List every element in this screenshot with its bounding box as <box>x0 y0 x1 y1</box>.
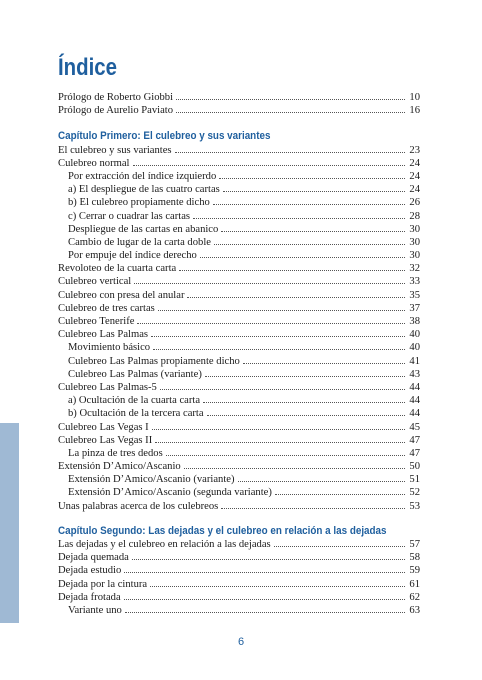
toc-entry-page: 23 <box>409 144 420 156</box>
dot-leader <box>133 157 406 166</box>
dot-leader <box>223 183 405 192</box>
dot-leader <box>132 551 405 560</box>
toc-entry-label: Dejada quemada <box>58 552 129 564</box>
toc-entry-label: Por empuje del índice derecho <box>68 250 197 262</box>
toc-entry-label: Revoloteo de la cuarta carta <box>58 263 177 275</box>
toc-entry-page: 57 <box>409 539 420 550</box>
toc-entry-label: Extensión D’Amico/Ascanio (variante) <box>68 474 235 486</box>
toc-entry[interactable] <box>58 223 420 236</box>
dot-leader <box>160 381 405 390</box>
dot-leader <box>125 604 405 613</box>
toc-entry[interactable] <box>58 341 420 354</box>
toc-entry-page: 47 <box>409 447 420 459</box>
chapter-1-entries <box>58 144 420 513</box>
toc-entry-label: b) El culebreo propiamente dicho <box>68 197 210 209</box>
chapter-2-heading: Capítulo Segundo: Las dejadas y el culebreo en relación a las dejadas <box>58 524 387 537</box>
toc-entry[interactable] <box>58 315 420 328</box>
toc-entry[interactable] <box>58 275 420 288</box>
toc-entry-label: Despliegue de las cartas en abanico <box>68 223 219 235</box>
toc-entry-page: 44 <box>409 395 420 407</box>
toc-entry[interactable] <box>58 564 420 577</box>
toc-entry-label: Culebreo Las Palmas (variante) <box>68 368 202 380</box>
dot-leader <box>214 236 405 245</box>
toc-entry[interactable] <box>58 604 420 617</box>
toc-entry[interactable] <box>58 407 420 420</box>
toc-entry[interactable] <box>58 262 420 275</box>
dot-leader <box>158 302 405 311</box>
toc-entry-page: 61 <box>409 578 420 590</box>
page-title: Índice <box>58 54 117 81</box>
toc-entry-label: Culebreo Las Palmas <box>58 329 149 341</box>
toc-entry-page: 37 <box>409 302 420 314</box>
toc-entry[interactable] <box>58 578 420 591</box>
toc-entry-page: 33 <box>409 276 420 288</box>
dot-leader <box>166 447 405 456</box>
dot-leader <box>134 275 405 284</box>
toc-entry[interactable] <box>58 91 420 104</box>
toc-entry[interactable] <box>58 538 420 551</box>
toc-entry[interactable] <box>58 434 420 447</box>
dot-leader <box>274 538 405 547</box>
toc-entry[interactable] <box>58 157 420 170</box>
chapter-1-heading: Capítulo Primero: El culebreo y sus variantes <box>58 130 271 143</box>
toc-entry-page: 28 <box>409 210 420 222</box>
toc-entry-page: 40 <box>409 329 420 341</box>
toc-entry[interactable] <box>58 394 420 407</box>
toc-entry-label: Dejada por la cintura <box>58 578 148 590</box>
toc-entry[interactable] <box>58 236 420 249</box>
toc-entry-label: Culebreo con presa del anular <box>58 289 185 301</box>
toc-entry[interactable] <box>58 196 420 209</box>
toc-entry-page: 51 <box>409 474 420 486</box>
toc-entry-page: 24 <box>409 170 420 182</box>
dot-leader <box>221 223 405 232</box>
toc-entry-page: 52 <box>409 487 420 499</box>
toc-entry-page: 53 <box>409 500 420 512</box>
toc-entry[interactable] <box>58 302 420 315</box>
dot-leader <box>176 91 405 100</box>
toc-entry-page: 58 <box>409 552 420 564</box>
dot-leader <box>124 591 405 600</box>
toc-entry-page: 26 <box>409 197 420 209</box>
dot-leader <box>243 355 405 364</box>
table-of-contents <box>58 91 420 617</box>
toc-entry[interactable] <box>58 170 420 183</box>
toc-entry-label: Variante uno <box>68 604 122 616</box>
toc-entry-label: a) El despliegue de las cuatro cartas <box>68 184 220 196</box>
dot-leader <box>176 104 405 113</box>
toc-entry-page: 30 <box>409 250 420 262</box>
toc-entry[interactable] <box>58 368 420 381</box>
spacer <box>58 117 420 130</box>
toc-entry[interactable] <box>58 486 420 499</box>
toc-entry-page: 45 <box>409 421 420 433</box>
toc-entry-page: 59 <box>409 565 420 577</box>
toc-entry-page: 63 <box>409 604 420 616</box>
dot-leader <box>219 170 405 179</box>
toc-entry-label: c) Cerrar o cuadrar las cartas <box>68 210 191 222</box>
toc-entry-label: Culebreo Las Vegas I <box>58 421 149 433</box>
dot-leader <box>275 486 405 495</box>
dot-leader <box>238 473 405 482</box>
toc-entry-label: Cambio de lugar de la carta doble <box>68 236 211 248</box>
toc-entry[interactable] <box>58 183 420 196</box>
toc-entry[interactable] <box>58 591 420 604</box>
toc-entry[interactable] <box>58 473 420 486</box>
toc-entry-page: 35 <box>409 289 420 301</box>
dot-leader <box>179 262 405 271</box>
dot-leader <box>152 421 405 430</box>
dot-leader <box>207 407 405 416</box>
dot-leader <box>213 196 405 205</box>
dot-leader <box>200 249 405 258</box>
toc-entry-page: 47 <box>409 434 420 446</box>
toc-entry-page: 41 <box>409 355 420 367</box>
spacer <box>58 513 420 525</box>
toc-entry-page: 32 <box>409 263 420 275</box>
dot-leader <box>221 500 405 509</box>
toc-entry-label: Culebreo Las Palmas propiamente dicho <box>68 355 240 367</box>
toc-entry-page: 62 <box>409 591 420 603</box>
dot-leader <box>151 328 405 337</box>
toc-entry-label: El culebreo y sus variantes <box>58 144 172 156</box>
dot-leader <box>184 460 405 469</box>
toc-entry[interactable] <box>58 421 420 434</box>
dot-leader <box>193 210 405 219</box>
toc-entry-page: 44 <box>409 408 420 420</box>
toc-entry[interactable] <box>58 249 420 262</box>
toc-entry-label: a) Ocultación de la cuarta carta <box>68 395 201 407</box>
dot-leader <box>205 368 405 377</box>
intro-list <box>58 91 420 117</box>
toc-entry-label: Extensión D’Amico/Ascanio <box>58 461 181 473</box>
toc-entry-label: Las dejadas y el culebreo en relación a las dejadas <box>58 539 271 550</box>
toc-entry-page: 16 <box>409 105 420 117</box>
toc-entry-label: Dejada estudio <box>58 565 122 577</box>
dot-leader <box>153 341 405 350</box>
dot-leader <box>137 315 405 324</box>
toc-entry-label: b) Ocultación de la tercera carta <box>68 408 204 420</box>
toc-entry-page: 40 <box>409 342 420 354</box>
toc-entry-label: Dejada frotada <box>58 591 121 603</box>
toc-entry-page: 44 <box>409 381 420 393</box>
toc-entry-label: Culebreo Tenerife <box>58 316 135 327</box>
side-color-tab <box>0 423 19 623</box>
toc-entry-label: Culebreo vertical <box>58 276 132 288</box>
toc-entry-page: 38 <box>409 316 420 327</box>
toc-entry-page: 10 <box>409 92 420 103</box>
toc-entry-label: La pinza de tres dedos <box>68 447 163 459</box>
toc-entry[interactable] <box>58 381 420 394</box>
toc-entry-label: Por extracción del índice izquierdo <box>68 170 217 182</box>
toc-entry-page: 30 <box>409 236 420 248</box>
toc-entry-label: Culebreo normal <box>58 157 130 169</box>
dot-leader <box>155 434 405 443</box>
chapter-2-entries <box>58 538 420 617</box>
dot-leader <box>187 289 405 298</box>
toc-entry[interactable] <box>58 460 420 473</box>
toc-entry-label: Culebreo Las Palmas-5 <box>58 381 157 393</box>
toc-entry-page: 24 <box>409 157 420 169</box>
toc-entry-label: Culebreo Las Vegas II <box>58 434 153 446</box>
toc-entry-label: Unas palabras acerca de los culebreos <box>58 500 219 512</box>
page-number: 6 <box>237 636 245 648</box>
toc-entry-page: 30 <box>409 223 420 235</box>
toc-entry[interactable] <box>58 289 420 302</box>
dot-leader <box>203 394 405 403</box>
toc-entry-page: 50 <box>409 461 420 473</box>
dot-leader <box>150 578 405 587</box>
toc-entry-label: Prólogo de Aurelio Paviato <box>58 105 174 117</box>
toc-entry-page: 43 <box>409 368 420 380</box>
toc-entry[interactable] <box>58 104 420 117</box>
toc-entry-page: 24 <box>409 184 420 196</box>
dot-leader <box>175 144 405 153</box>
toc-entry-label: Culebreo de tres cartas <box>58 302 155 314</box>
toc-entry-label: Prólogo de Roberto Giobbi <box>58 92 174 103</box>
dot-leader <box>124 564 405 573</box>
toc-entry[interactable] <box>58 210 420 223</box>
toc-entry-label: Movimiento básico <box>68 342 151 354</box>
toc-entry[interactable] <box>58 328 420 341</box>
toc-entry[interactable] <box>58 355 420 368</box>
toc-entry[interactable] <box>58 144 420 157</box>
toc-entry[interactable] <box>58 447 420 460</box>
toc-entry[interactable] <box>58 500 420 513</box>
toc-entry[interactable] <box>58 551 420 564</box>
toc-entry-label: Extensión D’Amico/Ascanio (segunda variante) <box>68 487 272 499</box>
